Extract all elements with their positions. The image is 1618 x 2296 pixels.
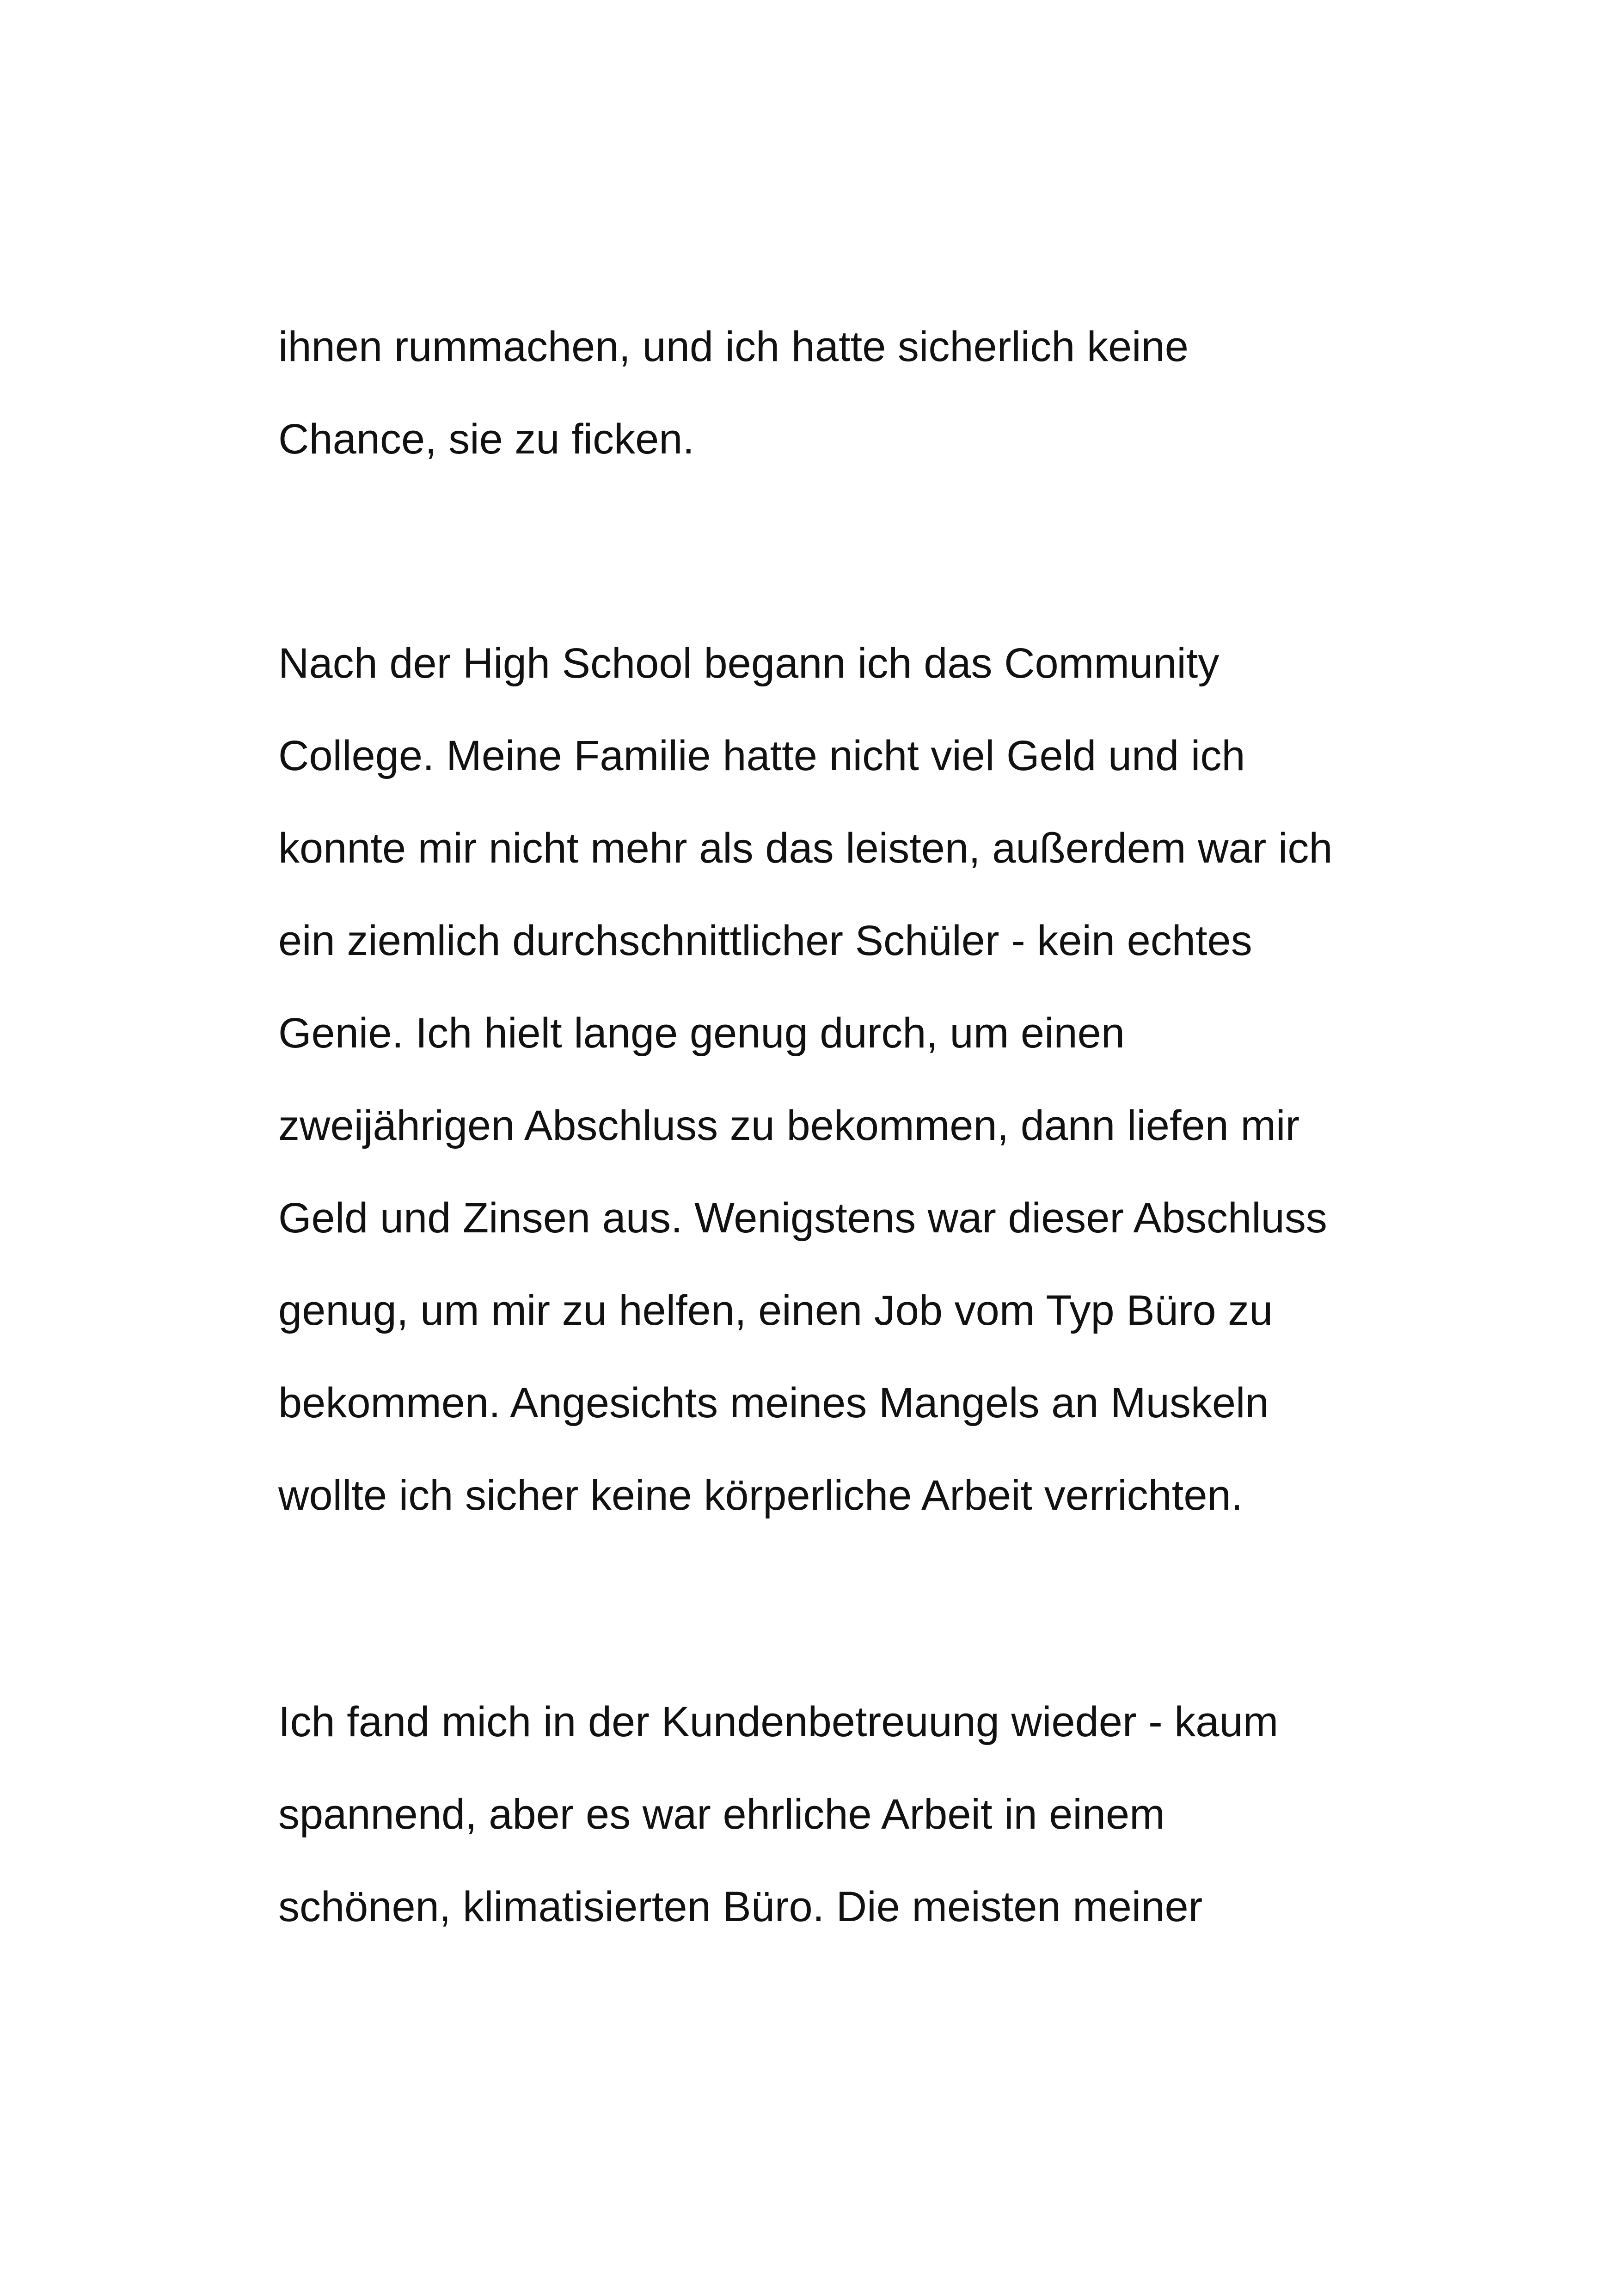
text-line: College. Meine Familie hatte nicht viel Geld und ich [278, 732, 1245, 779]
text-line: schönen, klimatisierten Büro. Die meisten meiner [278, 1883, 1203, 1930]
text-line: genug, um mir zu helfen, einen Job vom Typ Büro zu [278, 1287, 1273, 1334]
text-line: spannend, aber es war ehrliche Arbeit in einem [278, 1791, 1165, 1838]
text-line: ihnen rummachen, und ich hatte sicherlich keine [278, 323, 1189, 370]
text-line: wollte ich sicher keine körperliche Arbeit verrichten. [278, 1472, 1243, 1519]
text-line: Geld und Zinsen aus. Wenigstens war dieser Abschluss [278, 1194, 1327, 1242]
text-line: konnte mir nicht mehr als das leisten, außerdem war ich [278, 825, 1333, 872]
text-line: zweijährigen Abschluss zu bekommen, dann liefen mir [278, 1102, 1300, 1149]
text-line: Ich fand mich in der Kundenbetreuung wieder - kaum [278, 1698, 1279, 1745]
text-line: ein ziemlich durchschnittlicher Schüler - kein echtes [278, 917, 1252, 964]
text-line: Nach der High School begann ich das Community [278, 640, 1220, 687]
text-line: Chance, sie zu ficken. [278, 416, 695, 463]
text-line: bekommen. Angesichts meines Mangels an Muskeln [278, 1379, 1269, 1427]
text-line: Genie. Ich hielt lange genug durch, um einen [278, 1010, 1125, 1057]
